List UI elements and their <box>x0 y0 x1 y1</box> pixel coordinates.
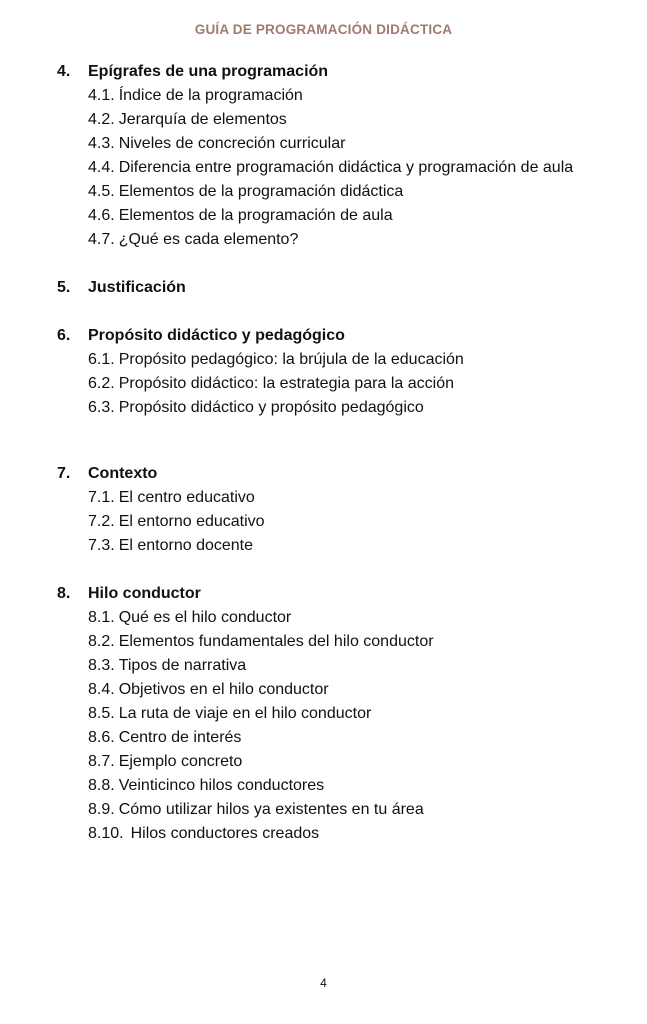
item-number: 6.3. <box>88 399 115 416</box>
item-text: Qué es el hilo conductor <box>118 609 292 626</box>
item-text: Centro de interés <box>118 729 242 746</box>
item-text: Veinticinco hilos conductores <box>118 777 325 794</box>
item-number: 4.6. <box>88 207 115 224</box>
section-number: 7. <box>57 465 71 482</box>
item-text: Ejemplo concreto <box>118 753 243 770</box>
toc-item <box>57 156 617 180</box>
item-number: 4.2. <box>88 111 115 128</box>
item-text: Elementos fundamentales del hilo conductor <box>118 633 434 650</box>
toc-item <box>57 534 617 558</box>
toc-item <box>57 132 617 156</box>
item-text: Propósito pedagógico: la brújula de la educación <box>118 351 464 368</box>
section-title: Epígrafes de una programación <box>88 63 329 80</box>
item-text: El entorno docente <box>118 537 254 554</box>
toc-item <box>57 678 617 702</box>
toc-item <box>57 204 617 228</box>
section-number: 5. <box>57 279 71 296</box>
item-number: 8.3. <box>88 657 115 674</box>
item-text: Propósito didáctico: la estrategia para la acción <box>118 375 454 392</box>
toc-item <box>57 84 617 108</box>
section-heading <box>57 324 617 348</box>
toc-item <box>57 486 617 510</box>
toc-item <box>57 702 617 726</box>
item-number: 4.4. <box>88 159 115 176</box>
item-number: 8.4. <box>88 681 115 698</box>
toc-item <box>57 630 617 654</box>
item-number: 8.1. <box>88 609 115 626</box>
toc-item <box>57 372 617 396</box>
item-text: Hilos conductores creados <box>130 825 320 842</box>
toc-item <box>57 348 617 372</box>
item-number: 4.7. <box>88 231 115 248</box>
item-number: 8.5. <box>88 705 115 722</box>
section-heading <box>57 276 617 300</box>
page-number: 4 <box>320 976 327 990</box>
item-text: Índice de la programación <box>118 87 303 104</box>
page-header: GUÍA DE PROGRAMACIÓN DIDÁCTICA <box>194 22 453 37</box>
toc-item <box>57 510 617 534</box>
item-text: Elementos de la programación de aula <box>118 207 393 224</box>
toc-item <box>57 228 617 252</box>
item-number: 8.2. <box>88 633 115 650</box>
item-text: Niveles de concreción curricular <box>118 135 346 152</box>
section-heading <box>57 60 617 84</box>
toc-item <box>57 654 617 678</box>
item-number: 8.9. <box>88 801 115 818</box>
item-text: La ruta de viaje en el hilo conductor <box>118 705 372 722</box>
toc-item <box>57 180 617 204</box>
item-number: 8.7. <box>88 753 115 770</box>
section-title: Justificación <box>88 279 186 296</box>
toc-section-4 <box>57 60 617 252</box>
item-text: Elementos de la programación didáctica <box>118 183 404 200</box>
item-text: Cómo utilizar hilos ya existentes en tu área <box>118 801 424 818</box>
toc-section-5 <box>57 276 617 300</box>
toc-section-6 <box>57 324 617 420</box>
toc-item <box>57 822 617 846</box>
toc-item <box>57 750 617 774</box>
item-text: El centro educativo <box>118 489 255 506</box>
item-number: 7.1. <box>88 489 115 506</box>
item-number: 7.2. <box>88 513 115 530</box>
section-number: 6. <box>57 327 71 344</box>
section-number: 4. <box>57 63 71 80</box>
item-number: 6.2. <box>88 375 115 392</box>
item-number: 8.6. <box>88 729 115 746</box>
section-title: Hilo conductor <box>88 585 201 602</box>
toc-section-8 <box>57 582 617 846</box>
section-number: 8. <box>57 585 71 602</box>
item-number: 8.8. <box>88 777 115 794</box>
toc-item <box>57 606 617 630</box>
table-of-contents <box>57 60 617 846</box>
section-title: Contexto <box>88 465 158 482</box>
toc-item <box>57 774 617 798</box>
toc-item <box>57 726 617 750</box>
item-text: Jerarquía de elementos <box>118 111 287 128</box>
item-number: 8.10. <box>88 825 124 842</box>
item-text: Propósito didáctico y propósito pedagógico <box>118 399 424 416</box>
item-text: Tipos de narrativa <box>118 657 247 674</box>
item-number: 4.1. <box>88 87 115 104</box>
item-text: ¿Qué es cada elemento? <box>118 231 299 248</box>
item-number: 6.1. <box>88 351 115 368</box>
item-text: Objetivos en el hilo conductor <box>118 681 329 698</box>
item-text: El entorno educativo <box>118 513 265 530</box>
section-heading <box>57 462 617 486</box>
section-heading <box>57 582 617 606</box>
toc-item <box>57 108 617 132</box>
item-number: 4.3. <box>88 135 115 152</box>
toc-item <box>57 798 617 822</box>
section-title: Propósito didáctico y pedagógico <box>88 327 345 344</box>
item-text: Diferencia entre programación didáctica y programación de aula <box>118 159 574 176</box>
toc-item <box>57 396 617 420</box>
item-number: 4.5. <box>88 183 115 200</box>
item-number: 7.3. <box>88 537 115 554</box>
toc-section-7 <box>57 462 617 558</box>
